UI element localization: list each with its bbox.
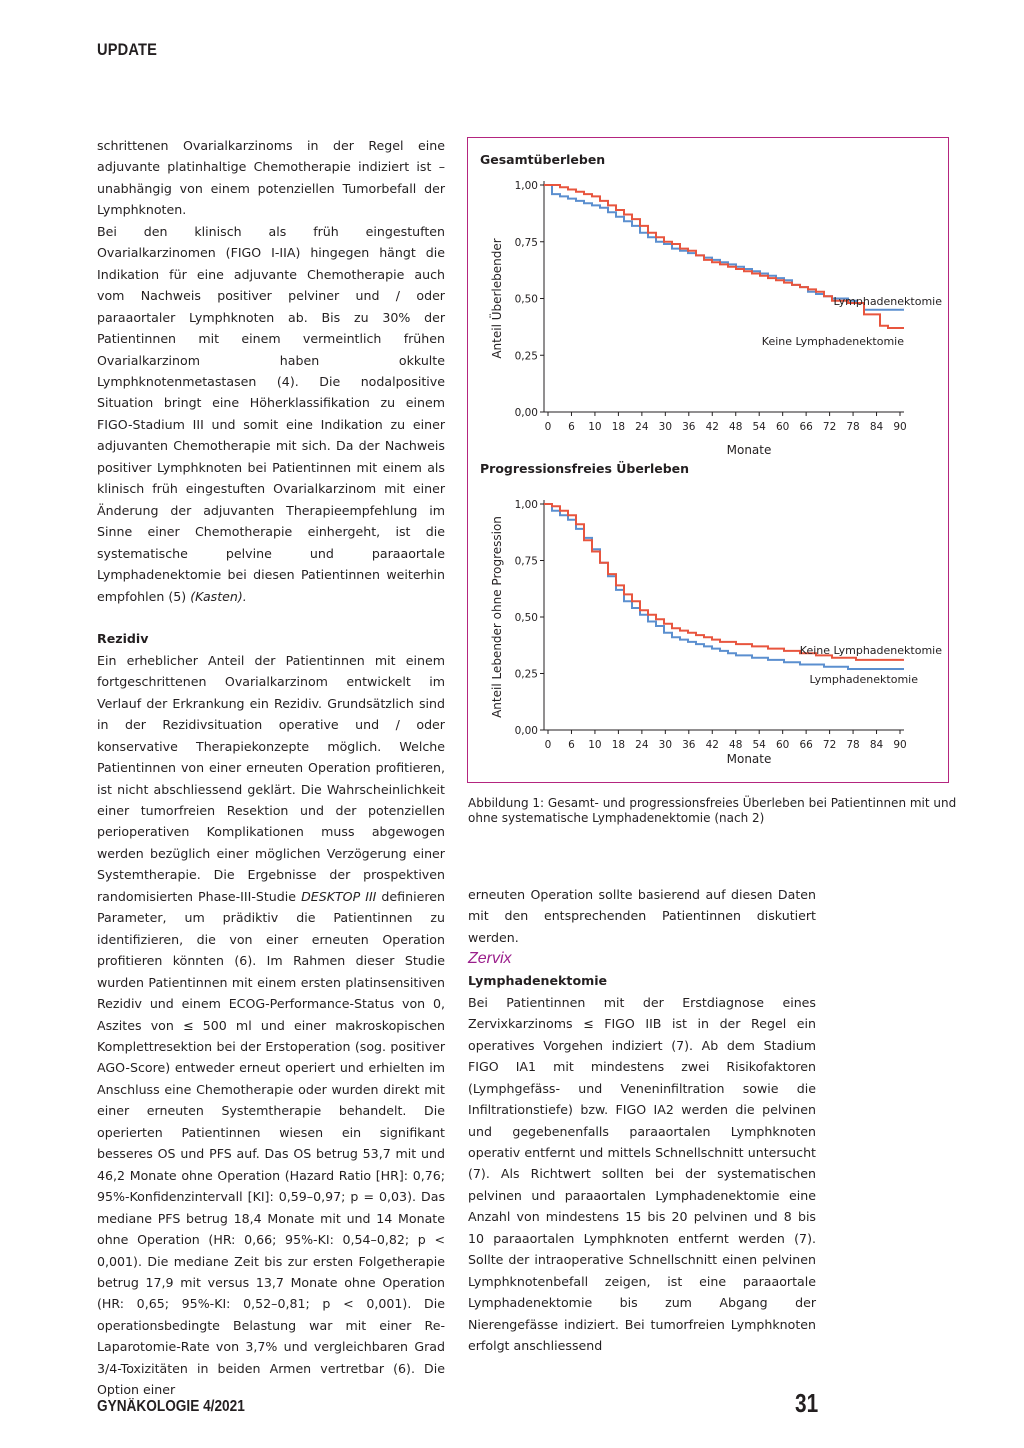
paragraph xyxy=(97,221,445,607)
y-tick-label: 0,00 xyxy=(514,725,538,737)
x-tick-label: 66 xyxy=(799,739,813,751)
heading-rezidiv: Rezidiv xyxy=(97,631,149,647)
x-tick-label: 84 xyxy=(869,739,884,751)
x-tick-label: 78 xyxy=(846,739,860,751)
x-tick-label: 60 xyxy=(775,739,790,751)
right-text-column xyxy=(468,884,816,1357)
x-tick-label: 84 xyxy=(869,421,884,433)
y-tick-label: 0,50 xyxy=(514,293,538,306)
x-axis-label: Monate xyxy=(726,752,772,766)
page-number: 31 xyxy=(795,1388,819,1418)
section-header: UPDATE xyxy=(97,40,158,59)
chart-title: Gesamtüberleben xyxy=(480,152,606,167)
y-tick-label: 0,00 xyxy=(514,407,538,419)
x-tick-label: 42 xyxy=(705,421,719,433)
y-axis-label: Anteil Überlebender xyxy=(490,238,504,359)
y-tick-label: 0,75 xyxy=(514,555,538,568)
x-tick-label: 6 xyxy=(568,421,575,433)
figure-box xyxy=(467,137,949,783)
x-tick-label: 90 xyxy=(893,421,907,433)
y-tick-label: 1,00 xyxy=(514,180,538,192)
figure-caption: Abbildung 1: Gesamt- und progressionsfreies Überleben bei Patientinnen mit und ohne systematische Lymphadenektomie (nach 2) xyxy=(468,796,957,825)
paragraph: Bei Patientinnen mit der Erstdiagnose eines Zervixkarzinoms ≤ FIGO IIB ist in der Regel ein operatives Vorgehen indiziert (7). Ab dem Stadium FIGO IA1 mit mindestens zwei Risikofaktoren (Lymphgefäss- und Veneninfiltration sowie die Infiltrationstiefe) bzw. FIGO IA2 werden die pelvinen und gegebenenfalls paraaortalen Lymphknoten operativ entfernt und mittels Schnellschnitt untersucht (7). Als Richtwert sollten bei der systematischen pelvinen und paraaortalen Lymphadenektomie eine Anzahl von mindestens 15 bis 20 pelvinen und 8 bis 10 paraaortalen Lymphknoten entfernt werden (7). Sollte der intraoperative Schnellschnitt einen pelvinen Lymphknotenbefall zeigen, ist eine paraaortale Lymphadenektomie bis zum Abgang der Nierengefässe indiziert. Bei tumorfreien Lymphknoten erfolgt anschliessend xyxy=(468,994,816,1354)
x-tick-label: 48 xyxy=(729,739,743,751)
series-label-keine: Keine Lymphadenektomie xyxy=(761,335,904,348)
x-tick-label: 10 xyxy=(588,739,602,751)
x-tick-label: 0 xyxy=(544,739,552,751)
x-tick-label: 18 xyxy=(611,421,626,433)
x-tick-label: 0 xyxy=(544,421,552,433)
x-tick-label: 72 xyxy=(822,739,837,751)
series-line-keine-lymphadenektomie xyxy=(544,504,904,660)
journal-footer: GYNÄKOLOGIE 4/2021 xyxy=(97,1398,245,1415)
x-tick-label: 42 xyxy=(705,739,719,751)
x-tick-label: 30 xyxy=(658,421,673,433)
x-tick-label: 90 xyxy=(893,739,907,751)
paragraph-text: Bei den klinisch als früh eingestuften Ovarialkarzinomen (FIGO I-IIA) hingegen hängt die Indikation für eine adjuvante Chemotherapie auch vom Nachweis positiver pelviner und / oder paraaortaler Lymphknoten ab. Bis zu 30% der Patientinnen mit einem vermeintlich frühen Ovarialkarzinom haben okkulte Lymphknotenmetastasen (4). Die nodalpositive Situation bringt eine Höherklassifikation zu einem FIGO-Stadium III und somit eine Indikation zu einer adjuvanten Chemotherapie mit sich. Da der Nachweis positiver Lymphknoten bei Patientinnen mit einem als klinisch früh eingestuften Ovarialkarzinom mit einer Änderung der adjuvanten Therapieempfehlung im Sinne einer Chemotherapie einhergeht, ist die systematische pelvine und paraaortale Lymphadenektomie bei diesen Patientinnen weiterhin empfohlen (5) xyxy=(97,223,445,604)
x-tick-label: 30 xyxy=(658,739,673,751)
series-line-lymphadenektomie xyxy=(544,185,904,310)
subheading-lymphadenektomie: Lymphadenektomie xyxy=(468,973,608,989)
heading-zervix: Zervix xyxy=(468,950,512,968)
x-tick-label: 54 xyxy=(752,421,766,433)
x-tick-label: 48 xyxy=(729,421,743,433)
series-label-keine: Keine Lymphadenektomie xyxy=(799,644,942,657)
y-axis-label: Anteil Lebender ohne Progression xyxy=(490,516,504,718)
paragraph-text: Ein erheblicher Anteil der Patientinnen mit einem fortgeschrittenen Ovarialkarzinom entwickelt im Verlauf der Erkrankung ein Rezidiv. Grundsätzlich sind in der Rezidivsituation operative und / oder konservative Therapiekonzepte möglich. Welche Patientinnen von einer erneuten Operation profitieren, ist nicht abschliessend geklärt. Die Wahrscheinlichkeit einer tumorfreien Resektion und der potenziellen perioperativen Komplikationen muss abgewogen werden bezüglich einer möglichen Verzögerung einer Systemtherapie. Die Ergebnisse der prospektiven randomisierten Phase-III-Studie xyxy=(97,652,445,904)
series-label-lymph: Lymphadenektomie xyxy=(809,673,918,686)
x-tick-label: 66 xyxy=(799,421,813,433)
paragraph-text: definieren Parameter, um prädiktiv die Patientinnen zu identifizieren, die von einer erneuten Operation profitieren könnten (6). Im Rahmen dieser Studie wurden Patientinnen mit einem ersten platinsensitiven Rezidiv und einem ECOG-Performance-Status von 0, Aszites von ≤ 500 ml und einer makroskopischen Komplettresektion bei der Erstoperation (sog. positiver AGO-Score) entweder erneut operiert und erhielten im Anschluss eine Chemotherapie oder wurden direkt mit einer erneuten Systemtherapie behandelt. Die operierten Patientinnen wiesen ein signifikant besseres OS und PFS auf. Das OS betrug 53,7 mit und 46,2 Monate ohne Operation (Hazard Ratio [HR]: 0,76; 95%-Konfidenzintervall [KI]: 0,59–0,97; p = 0,03). Das mediane PFS betrug 18,4 Monate mit und 14 Monate ohne Operation (HR: 0,66; 95%-KI: 0,54–0,82; p < 0,001). Die mediane Zeit bis zur ersten Folgetherapie betrug 17,9 mit versus 13,7 Monate ohne Operation (HR: 0,65; 95%-KI: 0,52–0,81; p < 0,001). Die operationsbedingte Belastung war mit einer Re-Laparotomie-Rate von 3,7% und vergleichbaren Grad 3/4-Toxizitäten in beiden Armen vertretbar (6). Die Option einer xyxy=(97,888,445,1398)
x-tick-label: 72 xyxy=(822,421,837,433)
chart-title: Progressionsfreies Überleben xyxy=(480,461,690,476)
x-axis-label: Monate xyxy=(726,443,772,457)
paragraph: schrittenen Ovarialkarzinoms in der Regel eine adjuvante platinhaltige Chemotherapie indiziert ist – unabhängig von einem potenziellen Tumorbefall der Lymphknoten. xyxy=(97,138,445,218)
y-tick-label: 0,50 xyxy=(514,612,538,624)
box-reference: (Kasten). xyxy=(190,588,247,604)
y-tick-label: 1,00 xyxy=(514,499,538,511)
paragraph xyxy=(97,650,445,1401)
x-tick-label: 24 xyxy=(635,421,649,433)
y-tick-label: 0,25 xyxy=(514,350,538,363)
y-tick-label: 0,75 xyxy=(514,236,538,249)
x-tick-label: 36 xyxy=(682,739,696,751)
paragraph: erneuten Operation sollte basierend auf diesen Daten mit den entsprechenden Patientinnen diskutiert werden. xyxy=(468,887,816,945)
x-tick-label: 6 xyxy=(568,739,575,751)
x-tick-label: 78 xyxy=(846,421,860,433)
x-tick-label: 36 xyxy=(682,421,696,433)
left-text-column xyxy=(97,135,445,1401)
x-tick-label: 10 xyxy=(588,421,602,433)
x-tick-label: 18 xyxy=(611,739,626,751)
x-tick-label: 54 xyxy=(752,739,766,751)
x-tick-label: 60 xyxy=(775,421,790,433)
series-label-lymph: Lymphadenektomie xyxy=(833,295,942,308)
y-tick-label: 0,25 xyxy=(514,668,538,681)
x-tick-label: 24 xyxy=(635,739,649,751)
study-name: DESKTOP III xyxy=(301,888,377,904)
survival-charts xyxy=(468,138,950,784)
